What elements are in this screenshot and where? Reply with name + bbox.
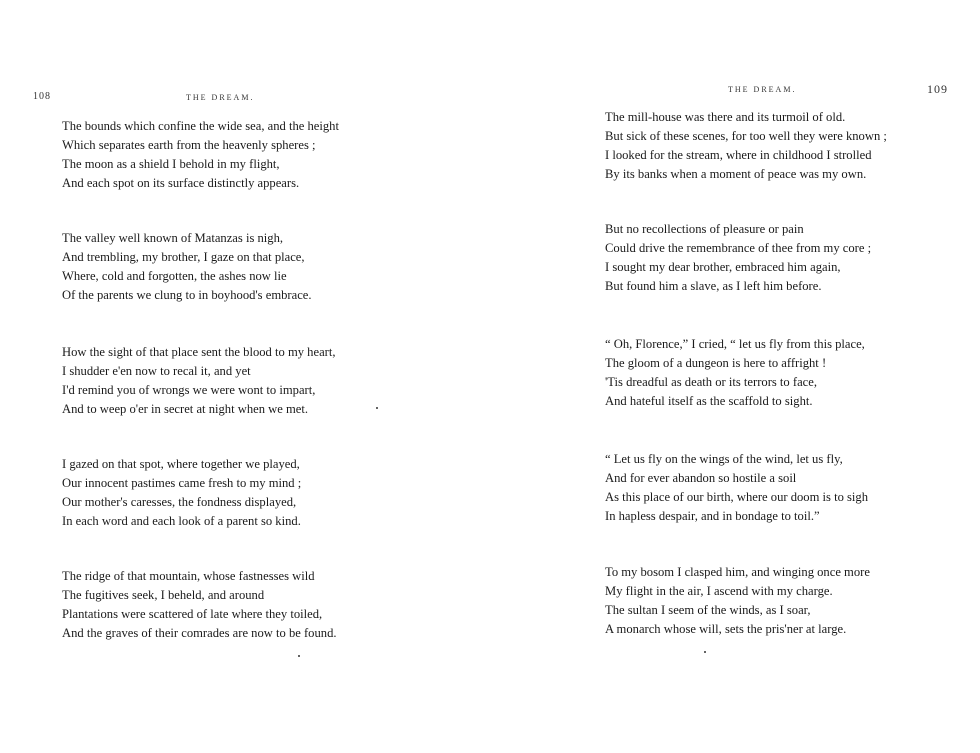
- verse-line: The gloom of a dungeon is here to affright !: [605, 356, 827, 370]
- print-speck: [376, 407, 378, 409]
- verse-line: 'Tis dreadful as death or its terrors to face,: [605, 375, 817, 389]
- verse-line: The moon as a shield I behold in my flight,: [62, 157, 280, 171]
- verse-line: The ridge of that mountain, whose fastnesses wild: [62, 569, 315, 583]
- verse-line: And for ever abandon so hostile a soil: [605, 471, 797, 485]
- verse-line: A monarch whose will, sets the pris'ner at large.: [605, 622, 847, 636]
- running-head: THE DREAM.: [728, 85, 797, 94]
- verse-line: The fugitives seek, I beheld, and around: [62, 588, 265, 602]
- running-head: THE DREAM.: [186, 93, 255, 102]
- stanza: [605, 335, 865, 411]
- stanza: [605, 450, 868, 526]
- right-page: [490, 0, 980, 753]
- verse-line: And the graves of their comrades are now to be found.: [62, 626, 337, 640]
- stanza: [62, 229, 312, 305]
- verse-line: In hapless despair, and in bondage to toil.”: [605, 509, 820, 523]
- verse-line: Which separates earth from the heavenly spheres ;: [62, 138, 316, 152]
- verse-line: And to weep o'er in secret at night when we met.: [62, 402, 309, 416]
- stanza: [605, 108, 887, 184]
- verse-line: But found him a slave, as I left him before.: [605, 279, 822, 293]
- print-speck: [704, 651, 706, 653]
- verse-line: “ Oh, Florence,” I cried, “ let us fly from this place,: [605, 337, 865, 351]
- verse-line: “ Let us fly on the wings of the wind, let us fly,: [605, 452, 843, 466]
- verse-line: I sought my dear brother, embraced him again,: [605, 260, 841, 274]
- verse-line: By its banks when a moment of peace was my own.: [605, 167, 867, 181]
- verse-line: Our mother's caresses, the fondness displayed,: [62, 495, 297, 509]
- verse-line: The mill-house was there and its turmoil of old.: [605, 110, 846, 124]
- verse-line: The sultan I seem of the winds, as I soar,: [605, 603, 811, 617]
- stanza: [605, 563, 870, 639]
- verse-line: In each word and each look of a parent so kind.: [62, 514, 301, 528]
- verse-line: And hateful itself as the scaffold to sight.: [605, 394, 813, 408]
- stanza: [62, 567, 337, 643]
- verse-line: I looked for the stream, where in childhood I strolled: [605, 148, 872, 162]
- stanza: [62, 343, 336, 419]
- verse-line: The valley well known of Matanzas is nigh,: [62, 231, 284, 245]
- verse-line: How the sight of that place sent the blood to my heart,: [62, 345, 336, 359]
- verse-line: Where, cold and forgotten, the ashes now lie: [62, 269, 287, 283]
- verse-line: I shudder e'en now to recal it, and yet: [62, 364, 251, 378]
- verse-line: I'd remind you of wrongs we were wont to impart,: [62, 383, 316, 397]
- verse-line: But sick of these scenes, for too well they were known ;: [605, 129, 887, 143]
- verse-line: Plantations were scattered of late where they toiled,: [62, 607, 323, 621]
- verse-line: I gazed on that spot, where together we played,: [62, 457, 300, 471]
- verse-line: And each spot on its surface distinctly appears.: [62, 176, 300, 190]
- verse-line: But no recollections of pleasure or pain: [605, 222, 804, 236]
- stanza: [62, 455, 301, 531]
- verse-line: As this place of our birth, where our doom is to sigh: [605, 490, 869, 504]
- stanza: [605, 220, 871, 296]
- verse-line: And trembling, my brother, I gaze on that place,: [62, 250, 305, 264]
- verse-line: To my bosom I clasped him, and winging once more: [605, 565, 870, 579]
- stanza: [62, 117, 339, 193]
- verse-line: The bounds which confine the wide sea, and the height: [62, 119, 339, 133]
- verse-line: Our innocent pastimes came fresh to my mind ;: [62, 476, 302, 490]
- page-number: 109: [927, 82, 948, 96]
- verse-line: Could drive the remembrance of thee from my core ;: [605, 241, 872, 255]
- print-speck: [298, 655, 300, 657]
- verse-line: Of the parents we clung to in boyhood's embrace.: [62, 288, 312, 302]
- verse-line: My flight in the air, I ascend with my charge.: [605, 584, 833, 598]
- page-number: 108: [33, 91, 51, 102]
